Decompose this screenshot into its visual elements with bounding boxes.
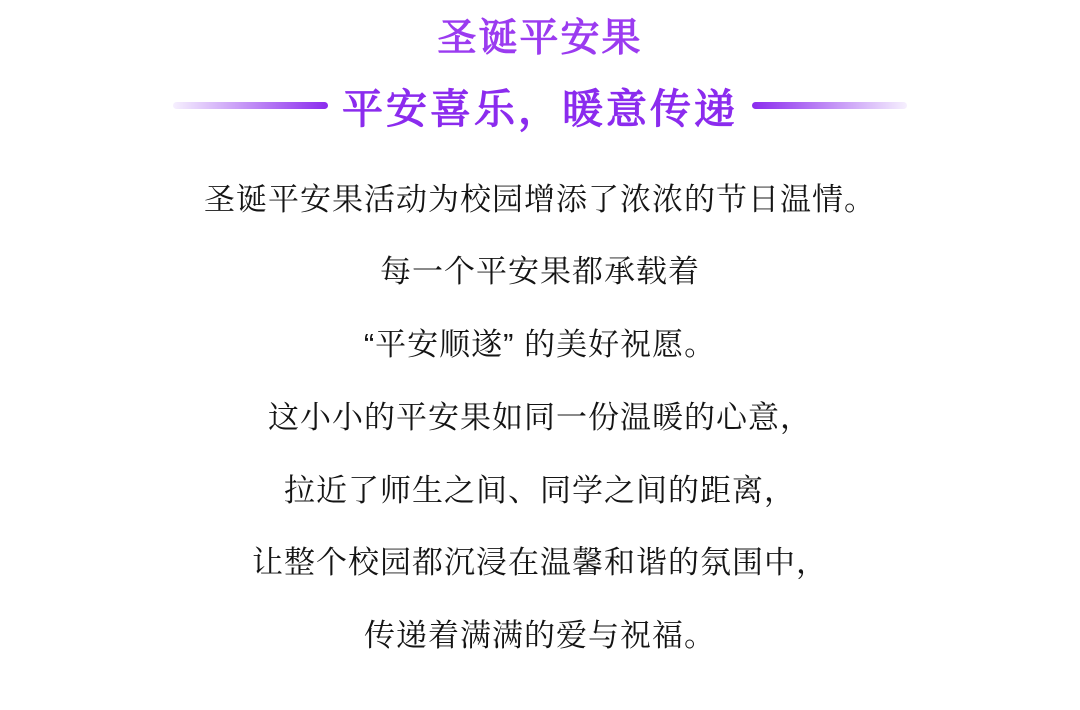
- page-title: 圣诞平安果: [437, 17, 643, 60]
- body-paragraph: 传递着满满的爱与祝福。: [364, 618, 716, 654]
- page-subtitle: 平安喜乐，暖意传递: [342, 86, 738, 133]
- divider-left: [173, 102, 328, 109]
- body-paragraph: 让整个校园都沉浸在温馨和谐的氛围中，: [252, 545, 828, 581]
- body-paragraph: 圣诞平安果活动为校园增添了浓浓的节日温情。: [204, 181, 876, 217]
- body-text: [0, 181, 1080, 656]
- poster-header: [0, 0, 1080, 137]
- body-paragraph: 拉近了师生之间、同学之间的距离，: [284, 472, 796, 508]
- body-paragraph: 这小小的平安果如同一份温暖的心意，: [268, 399, 812, 435]
- subtitle-row: [0, 75, 1080, 137]
- body-paragraph: “平安顺遂” 的美好祝愿。: [363, 327, 717, 363]
- divider-right: [752, 102, 907, 109]
- body-paragraph: 每一个平安果都承载着: [380, 254, 700, 290]
